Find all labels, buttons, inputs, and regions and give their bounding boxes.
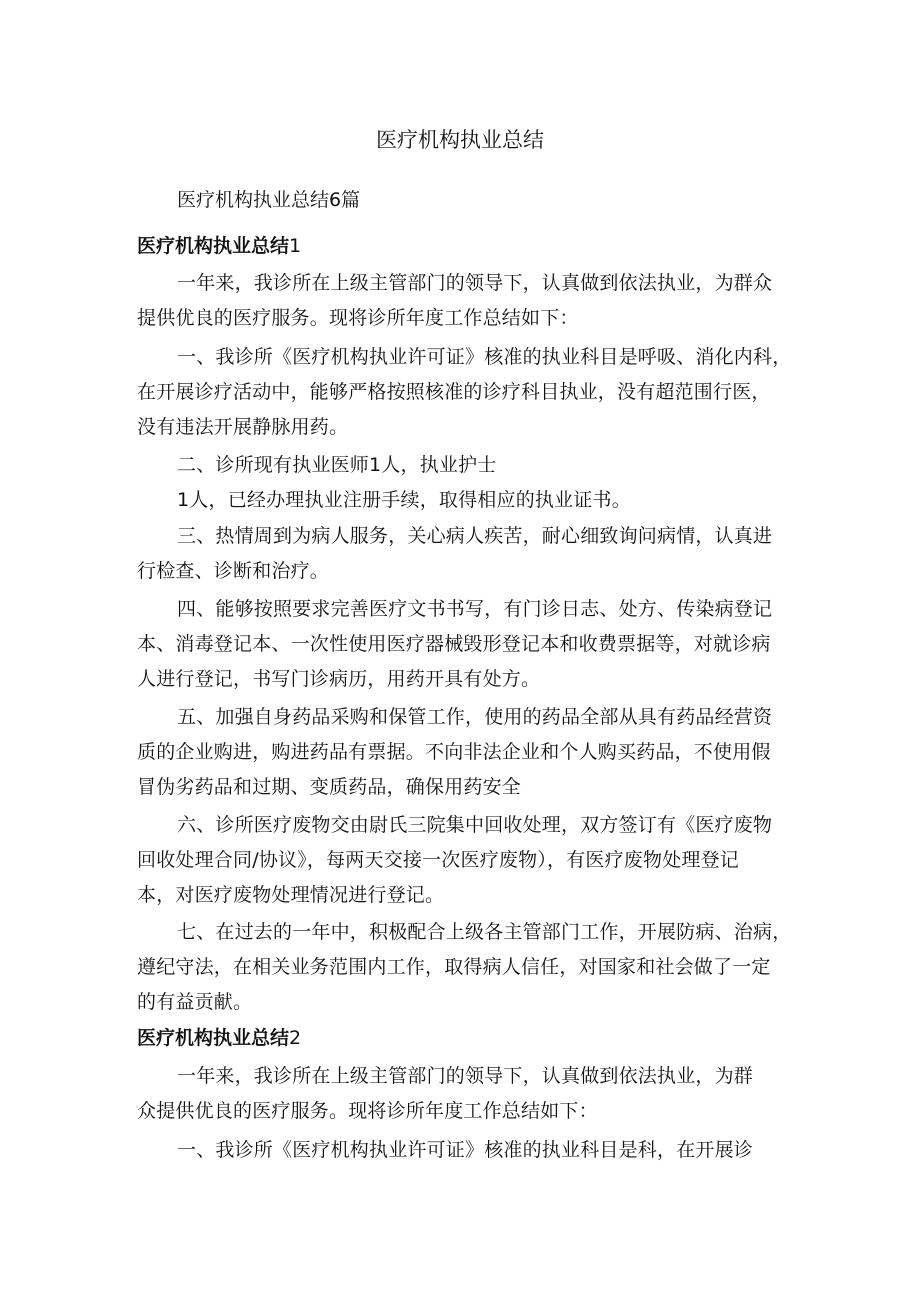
paragraph-line: 人进行登记，书写门诊病历，用药开具有处方。 [137, 668, 541, 690]
paragraph-line: 一年来，我诊所在上级主管部门的领导下，认真做到依法执业，为群 [177, 1065, 754, 1087]
paragraph-line: 七、在过去的一年中，积极配合上级各主管部门工作，开展防病、治病， [177, 921, 792, 943]
document-subtitle: 医疗机构执业总结6篇 [177, 189, 361, 211]
paragraph-line: 提供优良的医疗服务。现将诊所年度工作总结如下： [137, 307, 579, 329]
section-heading-number: 1 [289, 235, 302, 257]
paragraph [137, 808, 793, 913]
paragraph [137, 700, 793, 805]
section-heading-1 [137, 232, 301, 260]
paragraph-line: 质的企业购进，购进药品有票据。不向非法企业和个人购买药品，不使用假 [137, 741, 771, 763]
paragraph [137, 1059, 793, 1129]
paragraph [137, 448, 793, 483]
paragraph-line: 众提供优良的医疗服务。现将诊所年度工作总结如下： [137, 1100, 598, 1122]
document-title: 医疗机构执业总结 [376, 128, 544, 152]
paragraph [137, 340, 793, 445]
paragraph-line: 三、热情周到为病人服务，关心病人疾苦，耐心细致询问病情，认真进 [177, 525, 773, 547]
paragraph-line: 六、诊所医疗废物交由尉氏三院集中回收处理，双方签订有《医疗废物 [177, 814, 773, 836]
section-heading-text: 医疗机构执业总结 [137, 235, 290, 257]
paragraph [137, 915, 793, 1020]
paragraph-line: 遵纪守法，在相关业务范围内工作，取得病人信任，对国家和社会做了一定 [137, 956, 771, 978]
paragraph [137, 519, 793, 589]
paragraph-line: 冒伪劣药品和过期、变质药品，确保用药安全 [137, 776, 522, 798]
paragraph-line: 的有益贡献。 [137, 991, 253, 1013]
paragraph-line: 一、我诊所《医疗机构执业许可证》核准的执业科目是科，在开展诊 [177, 1139, 754, 1161]
paragraph-line: 1人，已经办理执业注册手续，取得相应的执业证书。 [177, 489, 631, 511]
section-heading-2 [137, 1024, 301, 1052]
section-heading-text: 医疗机构执业总结 [137, 1027, 290, 1049]
paragraph-line: 本、消毒登记本、一次性使用医疗器械毁形登记本和收费票据等，对就诊病 [137, 633, 771, 655]
paragraph-line: 没有违法开展静脉用药。 [137, 416, 349, 438]
paragraph-line: 四、能够按照要求完善医疗文书书写，有门诊日志、处方、传染病登记 [177, 598, 773, 620]
paragraph-line: 五、加强自身药品采购和保管工作，使用的药品全部从具有药品经营资 [177, 706, 773, 728]
paragraph-line: 回收处理合同/协议》，每两天交接一次医疗废物），有医疗废物处理登记 [137, 849, 740, 871]
paragraph [137, 266, 793, 336]
paragraph [137, 483, 793, 518]
paragraph [137, 1133, 793, 1168]
paragraph-line: 一、我诊所《医疗机构执业许可证》核准的执业科目是呼吸、消化内科， [177, 346, 792, 368]
paragraph-line: 本，对医疗废物处理情况进行登记。 [137, 884, 445, 906]
paragraph-line: 在开展诊疗活动中，能够严格按照核准的诊疗科目执业，没有超范围行医， [137, 381, 771, 403]
section-heading-number: 2 [289, 1027, 302, 1049]
paragraph-line: 行检查、诊断和治疗。 [137, 560, 330, 582]
paragraph [137, 592, 793, 697]
paragraph-line: 一年来，我诊所在上级主管部门的领导下，认真做到依法执业，为群众 [177, 272, 773, 294]
paragraph-line: 二、诊所现有执业医师1人，执业护士 [177, 454, 497, 476]
